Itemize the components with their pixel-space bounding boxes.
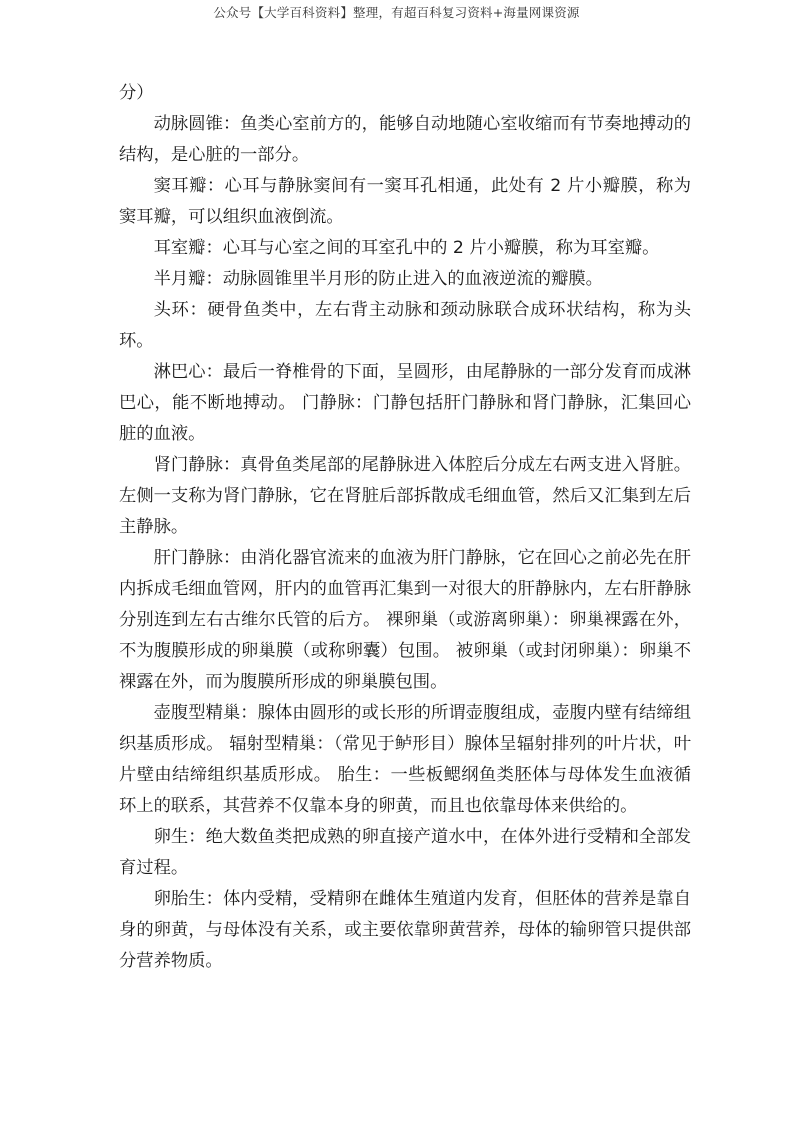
paragraph-hepatic-portal-vein: 肝门静脉：由消化器官流来的血液为肝门静脉，它在回心之前必先在肝内拆成毛细血管网，肝内的血管再汇集到一对很大的肝静脉内，左右肝静脉分别连到左右古维尔氏管的后方。 裸卵巢（或游离卵巢）：卵巢裸露在外，不为腹膜形成的卵巢膜（或称卵囊）包围。 被卵巢（或封闭卵巢）：卵巢不裸露在外，而为腹膜所形成的卵巢膜包围。: [119, 548, 691, 692]
page-header: 公众号【大学百科资料】整理，有超百科复习资料+海量网课资源: [213, 5, 580, 20]
paragraph-arterial-cone: 动脉圆锥：鱼类心室前方的，能够自动地随心室收缩而有节奏地搏动的结构，是心脏的一部分。: [119, 114, 691, 165]
paragraph-lymph-heart: 淋巴心：最后一脊椎骨的下面，呈圆形，由尾静脉的一部分发育而成淋巴心，能不断地搏动。 门静脉：门静包括肝门静脉和肾门静脉，汇集回心脏的血液。: [119, 362, 691, 444]
paragraph-renal-portal-vein: 肾门静脉：真骨鱼类尾部的尾静脉进入体腔后分成左右两支进入肾脏。左侧一支称为肾门静脉，它在肾脏后部拆散成毛细血管，然后又汇集到左后主静脉。: [119, 455, 691, 537]
paragraph-ovoviviparity: 卵胎生：体内受精，受精卵在雌体生殖道内发育，但胚体的营养是靠自身的卵黄，与母体没有关系，或主要依靠卵黄营养，母体的输卵管只提供部分营养物质。: [119, 889, 691, 971]
document-body: [119, 78, 691, 977]
paragraph-oviparity: 卵生：绝大数鱼类把成熟的卵直接产道水中，在体外进行受精和全部发育过程。: [119, 827, 691, 878]
paragraph-continuation: 分）: [119, 83, 154, 103]
paragraph-atrioventricular-valve: 耳室瓣：心耳与心室之间的耳室孔中的 2 片小瓣膜，称为耳室瓣。: [153, 238, 660, 258]
paragraph-semilunar-valve: 半月瓣：动脉圆锥里半月形的防止进入的血液逆流的瓣膜。: [153, 269, 603, 289]
paragraph-ampulla-testis: 壶腹型精巢：腺体由圆形的或长形的所谓壶腹组成，壶腹内壁有结缔组织基质形成。 辐射型精巢：（常见于鲈形目）腺体呈辐射排列的叶片状，叶片壁由结缔组织基质形成。 胎生：一些板鳃纲鱼类胚体与母体发生血液循环上的联系，其营养不仅靠本身的卵黄，而且也依靠母体来供给的。: [119, 703, 691, 816]
paragraph-sinoatrial-valve: 窦耳瓣：心耳与静脉窦间有一窦耳孔相通，此处有 2 片小瓣膜，称为窦耳瓣，可以组织血液倒流。: [119, 176, 691, 227]
paragraph-head-ring: 头环：硬骨鱼类中，左右背主动脉和颈动脉联合成环状结构，称为头环。: [119, 300, 691, 351]
